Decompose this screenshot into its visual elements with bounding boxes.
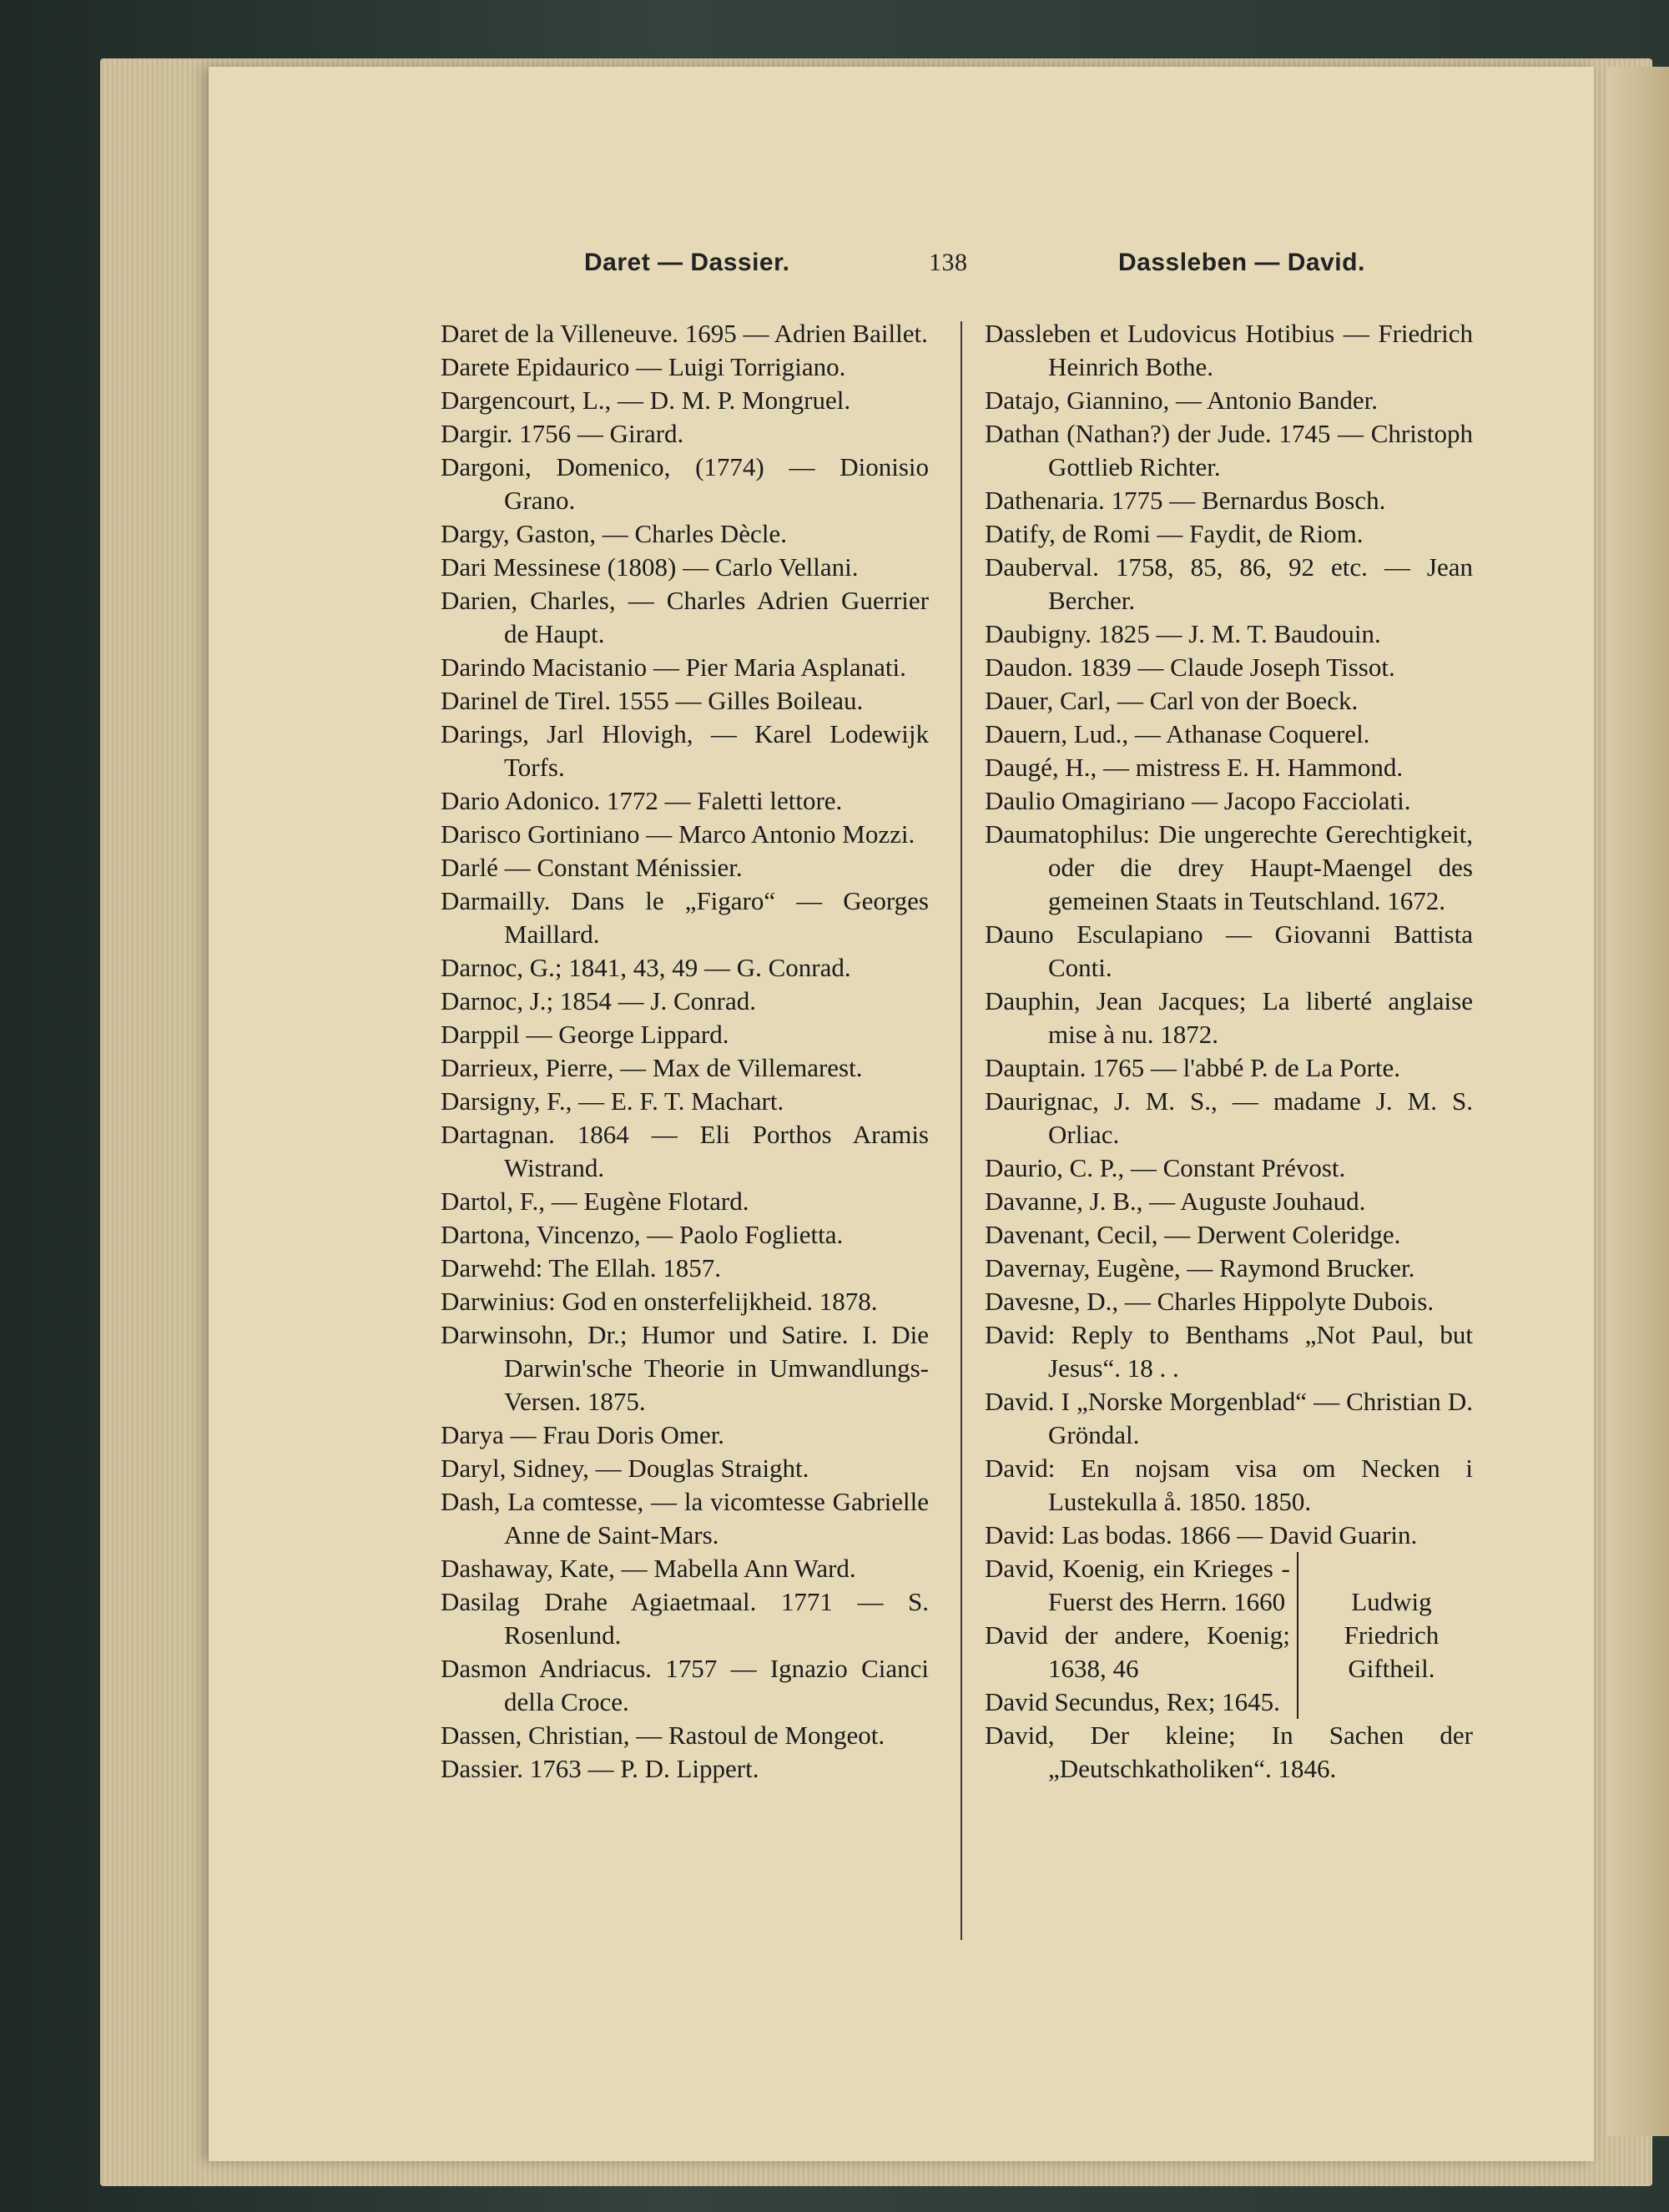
list-item: Darsigny, F., — E. F. T. Machart. [441,1086,784,1116]
list-item: Dartona, Vincenzo, — Paolo Foglietta. [441,1220,844,1249]
list-item: Daulio Omagiriano — Jacopo Facciolati. [985,786,1411,815]
right-column-entries [985,317,1473,1552]
grouped-list-item: David, Koenig, ein Krieges - Fuerst des Herrn. 1660 [985,1554,1290,1616]
list-item: Darete Epidaurico — Luigi Torrigiano. [441,352,846,381]
list-item: Darisco Gortiniano — Marco Antonio Mozzi. [441,819,915,849]
list-item: Dauptain. 1765 — l'abbé P. de La Porte. [985,1053,1401,1082]
list-item: Dassier. 1763 — P. D. Lippert. [441,1754,759,1783]
list-item: David: Las bodas. 1866 — David Guarin. [985,1520,1418,1549]
grouped-entries [985,1552,1473,1719]
list-item: Daugé, H., — mistress E. H. Hammond. [985,753,1404,782]
list-item: David: Reply to Benthams „Not Paul, but Jesus“. 18 . . [985,1320,1473,1383]
list-item: David: En nojsam visa om Necken i Lustekulla å. 1850. 1850. [985,1454,1473,1516]
list-item: Dari Messinese (1808) — Carlo Vellani. [441,552,859,582]
list-item: Davernay, Eugène, — Raymond Brucker. [985,1253,1415,1282]
list-item: Dargoni, Domenico, (1774) — Dionisio Grano. [441,452,929,515]
list-item: Dasmon Andriacus. 1757 — Ignazio Cianci della Croce. [441,1654,929,1716]
list-item: Dario Adonico. 1772 — Faletti lettore. [441,786,843,815]
list-item: Darlé — Constant Ménissier. [441,853,743,882]
list-item: Datify, de Romi — Faydit, de Riom. [985,519,1364,548]
grouped-list-item: David der andere, Koenig; 1638, 46 [985,1620,1290,1683]
list-item: David, Der kleine; In Sachen der „Deutschkatholiken“. 1846. [985,1721,1473,1783]
list-item: Darya — Frau Doris Omer. [441,1420,725,1449]
grouped-entry-list [985,1552,1298,1719]
list-item: Daudon. 1839 — Claude Joseph Tissot. [985,653,1395,682]
list-item: Dartagnan. 1864 — Eli Porthos Aramis Wistrand. [441,1120,929,1182]
page-number: 138 [929,249,968,276]
list-item: Dauno Esculapiano — Giovanni Battista Conti. [985,920,1473,982]
list-item: Dassen, Christian, — Rastoul de Mongeot. [441,1721,885,1750]
list-item: Davenant, Cecil, — Derwent Coleridge. [985,1220,1401,1249]
list-item: Darmailly. Dans le „Figaro“ — Georges Maillard. [441,886,929,949]
list-item: Darwinius: God en onsterfelijkheid. 1878. [441,1287,878,1316]
list-item: Daryl, Sidney, — Douglas Straight. [441,1454,809,1483]
list-item: Dargencourt, L., — D. M. P. Mongruel. [441,385,851,415]
list-item: Dargy, Gaston, — Charles Dècle. [441,519,787,548]
list-item: Darwehd: The Ellah. 1857. [441,1253,722,1282]
running-head-right: Dassleben — David. [1118,249,1365,276]
list-item: Dathan (Nathan?) der Jude. 1745 — Christoph Gottlieb Richter. [985,419,1473,481]
list-item: Davanne, J. B., — Auguste Jouhaud. [985,1187,1366,1216]
list-item: Darien, Charles, — Charles Adrien Guerrier de Haupt. [441,586,929,648]
left-column [441,317,929,1786]
list-item: Dartol, F., — Eugène Flotard. [441,1187,749,1216]
list-item: Dauer, Carl, — Carl von der Boeck. [985,686,1359,715]
list-item: Daubigny. 1825 — J. M. T. Baudouin. [985,619,1381,648]
list-item: Dasilag Drahe Agiaetmaal. 1771 — S. Rosenlund. [441,1587,929,1650]
list-item: Darings, Jarl Hlovigh, — Karel Lodewijk Torfs. [441,719,929,782]
list-item: Darindo Macistanio — Pier Maria Asplanati. [441,653,906,682]
list-item: Darwinsohn, Dr.; Humor und Satire. I. Die Darwin'sche Theorie in Umwandlungs-Versen. 1875. [441,1320,929,1416]
list-item: Datajo, Giannino, — Antonio Bander. [985,385,1378,415]
list-item: Dauphin, Jean Jacques; La liberté anglaise mise à nu. 1872. [985,986,1473,1049]
list-item: Daurignac, J. M. S., — madame J. M. S. Orliac. [985,1086,1473,1149]
list-item: Darnoc, J.; 1854 — J. Conrad. [441,986,756,1015]
list-item: Davesne, D., — Charles Hippolyte Dubois. [985,1287,1435,1316]
list-item: Darppil — George Lippard. [441,1020,729,1049]
list-item: Dargir. 1756 — Girard. [441,419,684,448]
grouped-entry-author: Ludwig Friedrich Giftheil. [1344,1587,1440,1683]
grouped-list-item: David Secundus, Rex; 1645. [985,1687,1280,1716]
list-item: Darinel de Tirel. 1555 — Gilles Boileau. [441,686,864,715]
list-item: Dashaway, Kate, — Mabella Ann Ward. [441,1554,856,1583]
list-item: Daurio, C. P., — Constant Prévost. [985,1153,1346,1182]
list-item: Dash, La comtesse, — la vicomtesse Gabrielle Anne de Saint-Mars. [441,1487,929,1549]
list-item: David. I „Norske Morgenblad“ — Christian D. Gröndal. [985,1387,1473,1449]
running-head-left: Daret — Dassier. [584,249,790,276]
list-item: Daumatophilus: Die ungerechte Gerechtigkeit, oder die drey Haupt-Maengel des gemeinen Staats in Teutschland. 1672. [985,819,1473,915]
right-column [985,317,1473,1786]
list-item: Darnoc, G.; 1841, 43, 49 — G. Conrad. [441,953,851,982]
list-item: Dauberval. 1758, 85, 86, 92 etc. — Jean Bercher. [985,552,1473,615]
list-item: Darrieux, Pierre, — Max de Villemarest. [441,1053,863,1082]
list-item: Dathenaria. 1775 — Bernardus Bosch. [985,486,1386,515]
list-item: Dauern, Lud., — Athanase Coquerel. [985,719,1370,748]
list-item: Dassleben et Ludovicus Hotibius — Friedrich Heinrich Bothe. [985,319,1473,381]
list-item: Daret de la Villeneuve. 1695 — Adrien Baillet. [441,319,928,348]
column-divider [961,321,962,1940]
right-page-edge [1606,67,1669,2136]
